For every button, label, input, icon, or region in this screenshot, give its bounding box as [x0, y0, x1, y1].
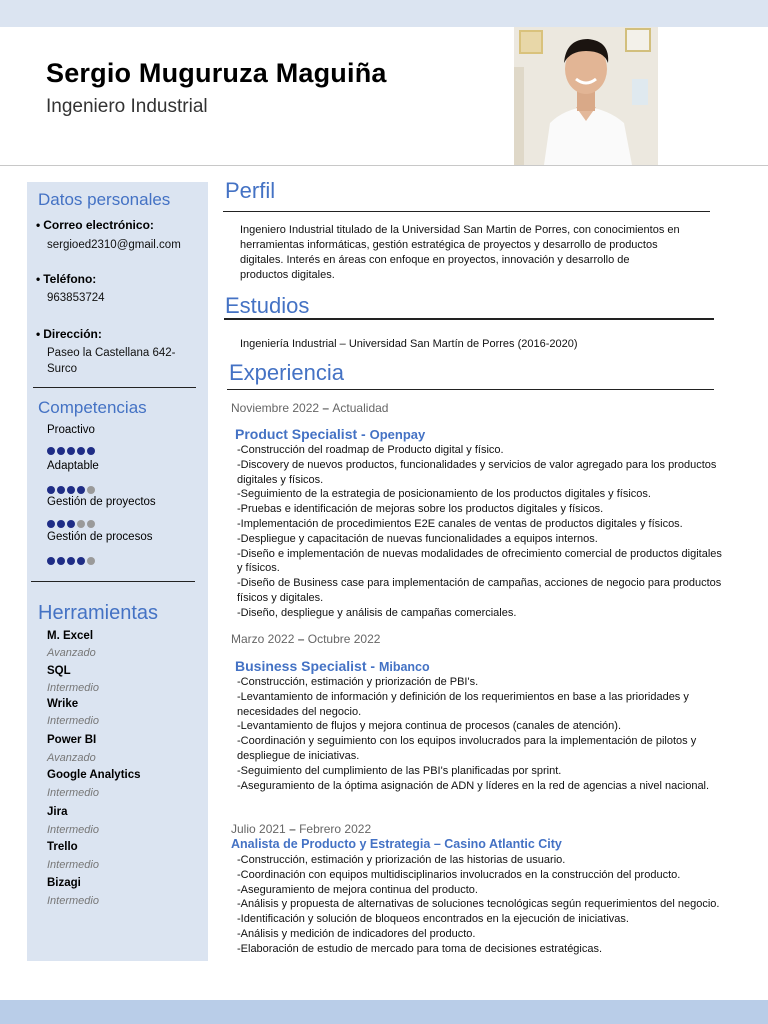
bullet-item: -Levantamiento de información y definición de los requerimientos en base a las prioridades y necesidades del negocio.	[237, 690, 689, 718]
bullet-item: -Diseño de Business case para implementación de campañas, acciones de negocio para productos físicos y digitales.	[237, 577, 722, 604]
tool-level: Intermedio	[47, 787, 99, 799]
phone-value: 963853724	[47, 292, 105, 304]
section-divider	[223, 211, 710, 212]
bullet-item: -Pruebas e identificación de mejoras sobre los productos digitales y físicos.	[237, 503, 604, 516]
rating-dot-filled	[87, 447, 95, 455]
bullet-item: -Seguimiento de la estrategia de posicionamiento de los productos digitales y físicos.	[237, 488, 651, 501]
bullet-item: -Construcción, estimación y priorización de PBI's.	[237, 676, 479, 688]
tool-name: M. Excel	[47, 630, 94, 642]
job-period: Julio 2021 – Febrero 2022	[231, 822, 372, 836]
period-end: Actualidad	[332, 401, 389, 415]
section-divider	[224, 318, 714, 320]
estudios-text: Ingeniería Industrial – Universidad San Martín de Porres (2016-2020)	[240, 338, 578, 350]
sidebar-divider	[33, 387, 196, 388]
period-start: Julio 2021	[231, 822, 286, 836]
job-bullets	[237, 443, 729, 621]
rating-dot-filled	[47, 486, 55, 494]
rating-dot-filled	[47, 447, 55, 455]
bullet-item: -Construcción, estimación y priorización de las historias de usuario.	[237, 854, 566, 866]
competencias-title: Competencias	[38, 398, 147, 417]
header-divider	[0, 165, 768, 166]
job-bullets	[237, 853, 729, 957]
skill-rating	[47, 557, 95, 565]
bullet-item: -Diseño, despliegue y análisis de campañas comerciales.	[237, 606, 517, 619]
period-end: Febrero 2022	[299, 822, 372, 836]
skill-name: Adaptable	[47, 460, 99, 472]
rating-dot-empty	[87, 486, 95, 494]
bullet-item: -Aseguramiento de mejora continua del producto.	[237, 883, 478, 896]
bullet-item: -Diseño e implementación de nuevas modalidades de ofrecimiento comercial de productos digitales y físicos.	[237, 547, 722, 575]
address-line2: Surco	[47, 363, 78, 375]
experiencia-title: Experiencia	[229, 360, 344, 385]
bullet-item: -Identificación y solución de bloqueos encontrados en la ejecución de iniciativas.	[237, 913, 629, 926]
period-start: Marzo 2022	[231, 632, 295, 646]
perfil-text: Ingeniero Industrial titulado de la Universidad San Martin de Porres, con conocimientos en herramientas informáticas, gestión estratégica de proyectos y desarrollo de productos digitales. Interés en áreas con enfoque en proyectos, innovación y desarrollo de productos digitales.	[240, 224, 680, 281]
rating-dot-filled	[57, 520, 65, 528]
skill-name: Gestión de proyectos	[47, 496, 156, 508]
email-label: • Correo electrónico:	[36, 218, 154, 232]
skill-rating	[47, 486, 95, 494]
job-title	[235, 426, 425, 442]
tool-level: Intermedio	[47, 859, 99, 871]
bullet-item: -Análisis y propuesta de alternativas de soluciones tecnológicas según requerimientos del negocio.	[237, 898, 720, 911]
skill-rating	[47, 520, 95, 528]
bullet-item: -Discovery de nuevos productos, funcionalidades y servicios de valor agregado para los productos digitales y físicos.	[237, 458, 717, 486]
tool-name: Wrike	[47, 698, 79, 710]
bullet-item: -Implementación de procedimientos E2E canales de ventas de productos digitales y físicos.	[237, 517, 683, 530]
rating-dot-empty	[87, 557, 95, 565]
tool-level: Intermedio	[47, 824, 99, 836]
bullet-item: -Coordinación y seguimiento con los equipos involucrados para la implementación de pilotos y despliegue de iniciativas.	[237, 735, 697, 762]
rating-dot-filled	[57, 447, 65, 455]
job-period: Noviembre 2022 – Actualidad	[231, 401, 389, 415]
rating-dot-filled	[57, 557, 65, 565]
job-company: Openpay	[369, 427, 426, 442]
skill-name: Gestión de procesos	[47, 531, 153, 543]
tool-level: Intermedio	[47, 895, 99, 907]
section-divider	[227, 389, 714, 390]
bullet-item: -Coordinación con equipos multidisciplinarios involucrados en la construcción del producto.	[237, 868, 681, 881]
skill-name: Proactivo	[47, 424, 95, 436]
job-bullets	[237, 675, 729, 793]
bullet-item: -Análisis y medición de indicadores del producto.	[237, 927, 476, 940]
rating-dot-filled	[47, 520, 55, 528]
job-position: Analista de Producto y Estrategia –	[231, 837, 445, 851]
bullet-item: -Despliegue y capacitación de nuevas funcionalidades a equipos internos.	[237, 532, 598, 545]
job-period: Marzo 2022 – Octubre 2022	[231, 632, 381, 646]
job-company: Mibanco	[378, 660, 430, 674]
address-line1: Paseo la Castellana 642-	[47, 347, 176, 359]
profile-photo	[514, 27, 658, 165]
bullet-item: -Seguimiento del cumplimiento de las PBI's planificadas por sprint.	[237, 764, 562, 777]
rating-dot-filled	[77, 557, 85, 565]
tool-name: Bizagi	[47, 877, 81, 889]
job-position: Business Specialist -	[235, 658, 379, 674]
rating-dot-filled	[67, 520, 75, 528]
email-value: sergioed2310@gmail.com	[47, 239, 181, 251]
tool-name: Google Analytics	[47, 769, 141, 781]
personal-title: Datos personales	[38, 190, 171, 209]
rating-dot-filled	[67, 447, 75, 455]
job-position: Product Specialist -	[235, 426, 370, 442]
rating-dot-filled	[57, 486, 65, 494]
herramientas-title: Herramientas	[38, 602, 159, 624]
perfil-title: Perfil	[225, 178, 276, 203]
tool-name: Trello	[47, 841, 78, 853]
address-label: • Dirección:	[36, 327, 102, 341]
bullet-item: -Construcción del roadmap de Producto digital y físico.	[237, 444, 504, 456]
job-company: Casino Atlantic City	[444, 837, 562, 851]
rating-dot-empty	[87, 520, 95, 528]
rating-dot-empty	[77, 520, 85, 528]
tool-level: Avanzado	[47, 752, 96, 764]
period-start: Noviembre 2022	[231, 401, 320, 415]
skill-rating	[47, 447, 95, 455]
rating-dot-filled	[77, 447, 85, 455]
bullet-item: -Elaboración de estudio de mercado para toma de decisiones estratégicas.	[237, 942, 603, 955]
tool-name: SQL	[47, 665, 71, 677]
candidate-role: Ingeniero Industrial	[46, 96, 208, 117]
rating-dot-filled	[47, 557, 55, 565]
job-title	[235, 658, 430, 674]
tool-name: Jira	[47, 806, 68, 818]
phone-label: • Teléfono:	[36, 272, 96, 286]
bullet-item: -Aseguramiento de la óptima asignación de ADN y líderes en la red de agencias a nivel nacional.	[237, 779, 710, 792]
tool-level: Avanzado	[47, 647, 96, 659]
sidebar-divider	[31, 581, 195, 582]
top-band	[0, 0, 768, 27]
rating-dot-filled	[77, 486, 85, 494]
estudios-title: Estudios	[225, 293, 310, 318]
bullet-item: -Levantamiento de flujos y mejora continua de procesos (canales de atención).	[237, 720, 622, 733]
tool-level: Intermedio	[47, 715, 99, 727]
period-end: Octubre 2022	[307, 632, 381, 646]
rating-dot-filled	[67, 486, 75, 494]
bottom-band	[0, 1000, 768, 1024]
job-title	[231, 837, 562, 851]
candidate-name: Sergio Muguruza Maguiña	[46, 58, 387, 88]
tool-name: Power BI	[47, 734, 97, 746]
rating-dot-filled	[67, 557, 75, 565]
tool-level: Intermedio	[47, 682, 99, 694]
